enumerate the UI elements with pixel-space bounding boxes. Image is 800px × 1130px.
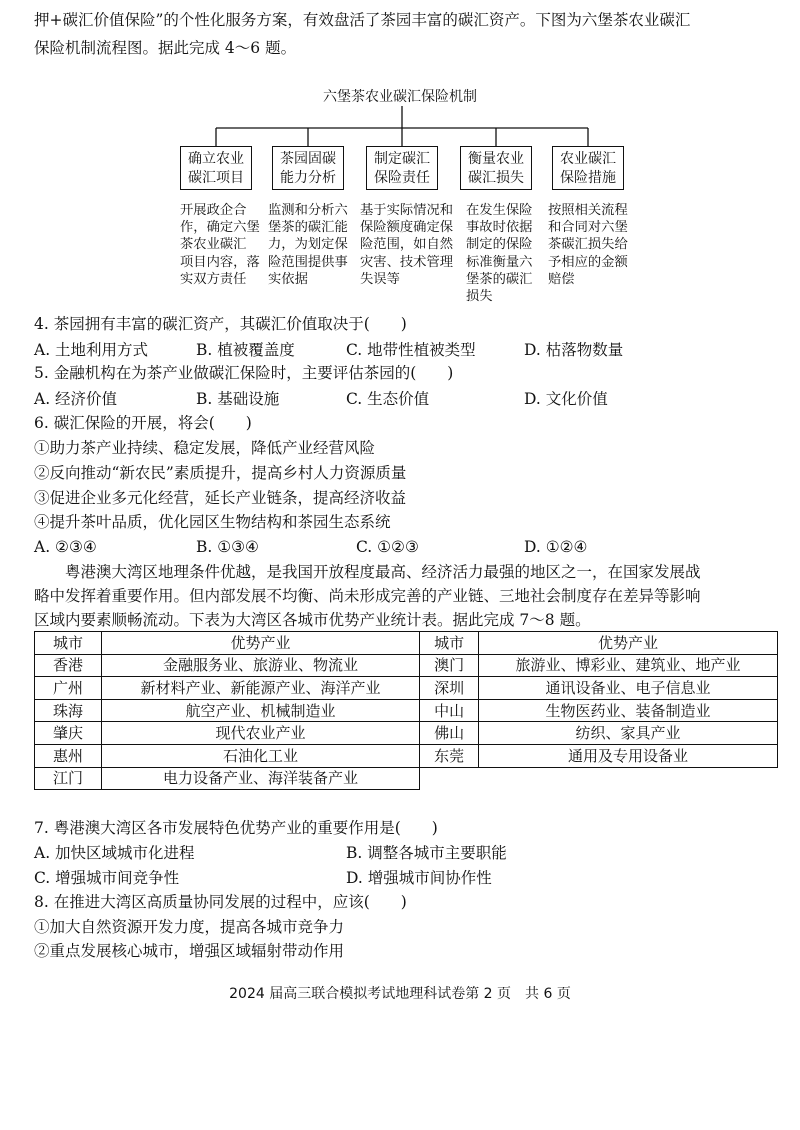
table-cell: 江门 bbox=[35, 767, 102, 790]
table-cell: 中山 bbox=[420, 699, 479, 722]
table-cell: 珠海 bbox=[35, 699, 102, 722]
q8-stem: 8. 在推进大湾区高质量协同发展的过程中，应该( ) bbox=[34, 893, 407, 911]
q6-option-a: A. ②③④ bbox=[34, 538, 97, 556]
flowchart-box-2: 茶园固碳 能力分析 bbox=[272, 146, 344, 190]
passage2-line-1: 粤港澳大湾区地理条件优越，是我国开放程度最高、经济活力最强的地区之一，在国家发展战 bbox=[34, 563, 701, 581]
q7-stem: 7. 粤港澳大湾区各市发展特色优势产业的重要作用是( ) bbox=[34, 819, 438, 837]
q5-option-c: C. 生态价值 bbox=[346, 390, 430, 408]
q7-option-d: D. 增强城市间协作性 bbox=[346, 869, 492, 887]
q7-option-b: B. 调整各城市主要职能 bbox=[346, 844, 507, 862]
table-cell: 通用及专用设备业 bbox=[479, 744, 778, 767]
table-cell: 广州 bbox=[35, 677, 102, 700]
table-header-city: 城市 bbox=[35, 632, 102, 655]
flowchart-box-3: 制定碳汇 保险责任 bbox=[366, 146, 438, 190]
table-cell: 肇庆 bbox=[35, 722, 102, 745]
flowchart-box-5: 农业碳汇 保险措施 bbox=[552, 146, 624, 190]
table-cell: 香港 bbox=[35, 654, 102, 677]
table-cell bbox=[479, 767, 778, 790]
table-row bbox=[35, 744, 778, 767]
flowchart-desc-2: 监测和分析六 堡茶的碳汇能 力，为划定保 险范围提供事 实依据 bbox=[268, 203, 348, 287]
q4-option-c: C. 地带性植被类型 bbox=[346, 341, 476, 359]
q6-stem: 6. 碳汇保险的开展，将会( ) bbox=[34, 414, 252, 432]
page-footer: 2024 届高三联合模拟考试地理科试卷第 2 页 共 6 页 bbox=[229, 986, 571, 1002]
table-cell: 深圳 bbox=[420, 677, 479, 700]
q7-option-c: C. 增强城市间竞争性 bbox=[34, 869, 180, 887]
table-row bbox=[35, 677, 778, 700]
passage2-line-2: 略中发挥着重要作用。但内部发展不均衡、尚未形成完善的产业链、三地社会制度存在差异等影响 bbox=[34, 587, 701, 605]
table-header-industry: 优势产业 bbox=[102, 632, 420, 655]
flowchart-title: 六堡茶农业碳汇保险机制 bbox=[323, 89, 477, 105]
table-cell: 金融服务业、旅游业、物流业 bbox=[102, 654, 420, 677]
intro-line-2: 保险机制流程图。据此完成 4～6 题。 bbox=[34, 39, 297, 57]
flowchart-box-4: 衡量农业 碳汇损失 bbox=[460, 146, 532, 190]
q4-stem: 4. 茶园拥有丰富的碳汇资产，其碳汇价值取决于( ) bbox=[34, 315, 407, 333]
table-cell: 石油化工业 bbox=[102, 744, 420, 767]
table-cell: 佛山 bbox=[420, 722, 479, 745]
table-cell: 电力设备产业、海洋装备产业 bbox=[102, 767, 420, 790]
q6-item-1: ①助力茶产业持续、稳定发展，降低产业经营风险 bbox=[34, 439, 376, 457]
table-row bbox=[35, 767, 778, 790]
table-cell: 现代农业产业 bbox=[102, 722, 420, 745]
flowchart-desc-3: 基于实际情况和 保险额度确定保 险范围，如自然 灾害、技术管理 失误等 bbox=[360, 203, 454, 287]
flowchart-box-1: 确立农业 碳汇项目 bbox=[180, 146, 252, 190]
table-cell: 惠州 bbox=[35, 744, 102, 767]
flowchart-desc-1: 开展政企合 作，确定六堡 茶农业碳汇 项目内容，落 实双方责任 bbox=[180, 203, 260, 287]
q6-option-d: D. ①②④ bbox=[524, 538, 588, 556]
intro-line-1: 押+碳汇价值保险”的个性化服务方案，有效盘活了茶园丰富的碳汇资产。下图为六堡茶农业碳汇 bbox=[34, 11, 691, 29]
q5-option-a: A. 经济价值 bbox=[34, 390, 118, 408]
q6-item-3: ③促进企业多元化经营，延长产业链条，提高经济收益 bbox=[34, 489, 407, 507]
table-cell bbox=[420, 767, 479, 790]
table-row bbox=[35, 722, 778, 745]
table-cell: 新材料产业、新能源产业、海洋产业 bbox=[102, 677, 420, 700]
table-cell: 生物医药业、装备制造业 bbox=[479, 699, 778, 722]
table-cell: 航空产业、机械制造业 bbox=[102, 699, 420, 722]
q6-option-b: B. ①③④ bbox=[196, 538, 259, 556]
q8-item-1: ①加大自然资源开发力度，提高各城市竞争力 bbox=[34, 918, 345, 936]
q5-option-b: B. 基础设施 bbox=[196, 390, 280, 408]
q8-item-2: ②重点发展核心城市，增强区域辐射带动作用 bbox=[34, 942, 345, 960]
table-cell: 旅游业、博彩业、建筑业、地产业 bbox=[479, 654, 778, 677]
table-cell: 东莞 bbox=[420, 744, 479, 767]
q4-option-a: A. 土地利用方式 bbox=[34, 341, 149, 359]
table-cell: 纺织、家具产业 bbox=[479, 722, 778, 745]
industry-table bbox=[34, 631, 778, 790]
q4-option-b: B. 植被覆盖度 bbox=[196, 341, 295, 359]
table-header-industry-2: 优势产业 bbox=[479, 632, 778, 655]
q6-item-2: ②反向推动“新农民”素质提升，提高乡村人力资源质量 bbox=[34, 464, 407, 482]
flowchart-desc-5: 按照相关流程 和合同对六堡 茶碳汇损失给 予相应的金额 赔偿 bbox=[548, 203, 628, 287]
q6-item-4: ④提升茶叶品质，优化园区生物结构和茶园生态系统 bbox=[34, 513, 391, 531]
passage2-line-3: 区域内要素顺畅流动。下表为大湾区各城市优势产业统计表。据此完成 7～8 题。 bbox=[34, 611, 591, 629]
table-row bbox=[35, 699, 778, 722]
table-cell: 澳门 bbox=[420, 654, 479, 677]
table-row bbox=[35, 654, 778, 677]
q6-option-c: C. ①②③ bbox=[356, 538, 419, 556]
table-header-city-2: 城市 bbox=[420, 632, 479, 655]
q5-option-d: D. 文化价值 bbox=[524, 390, 608, 408]
flowchart-desc-4: 在发生保险 事故时依据 制定的保险 标准衡量六 堡茶的碳汇 损失 bbox=[466, 203, 533, 305]
q7-option-a: A. 加快区域城市化进程 bbox=[34, 844, 195, 862]
table-cell: 通讯设备业、电子信息业 bbox=[479, 677, 778, 700]
q4-option-d: D. 枯落物数量 bbox=[524, 341, 624, 359]
q5-stem: 5. 金融机构在为茶产业做碳汇保险时，主要评估茶园的( ) bbox=[34, 364, 454, 382]
table-header-row bbox=[35, 632, 778, 655]
